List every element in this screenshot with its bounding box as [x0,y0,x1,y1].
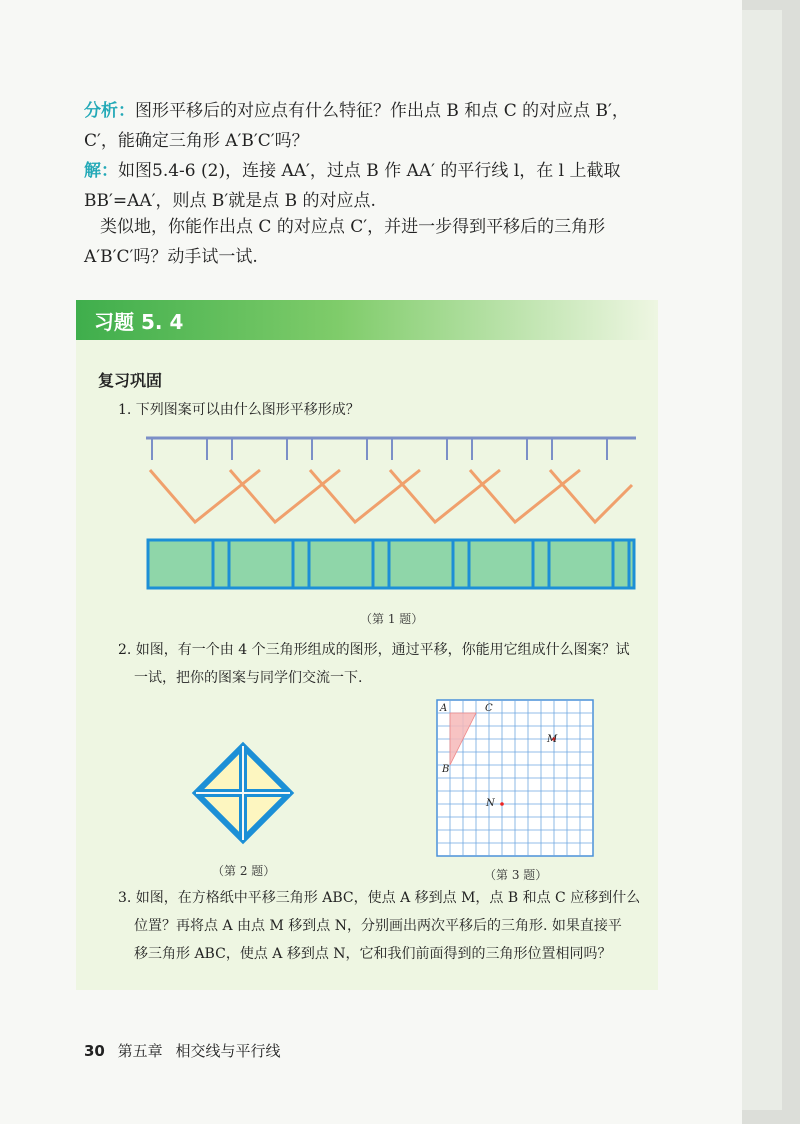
zigzag-lines [150,470,632,522]
point-n [500,802,504,806]
analysis-paragraph [84,96,629,156]
label-b: B [442,764,450,775]
q3-grid-figure [437,700,593,856]
followup-line-2: A′B′C′吗？动手试一试. [84,247,258,267]
comb-pattern [146,438,636,460]
question-2-line-1: 2. 如图，有一个由 4 个三角形组成的图形，通过平移，你能用它组成什么图案？试 [118,642,630,658]
chapter-label: 第五章 [117,1042,163,1060]
q1-pattern-figure [140,430,640,600]
page-edge-strip [742,10,782,1110]
question-2 [118,636,658,692]
page-footer [84,1040,280,1061]
q3-caption: （第 3 题） [484,868,548,882]
question-3 [118,884,678,968]
question-3-line-1: 3. 如图，在方格纸中平移三角形 ABC，使点 A 移到点 M，点 B 和点 C 应移到什么 [118,890,641,906]
box-pattern [148,540,634,588]
question-3-line-2: 位置？再将点 A 由点 M 移到点 N，分别画出两次平移后的三角形. 如果直接平 [134,918,622,934]
question-2-line-2: 一试，把你的图案与同学们交流一下. [134,670,363,686]
label-c: C [485,703,493,714]
solution-line-1: 如图5.4-6 (2)，连接 AA′，过点 B 作 AA′ 的平行线 l，在 l 上截取 [118,161,621,181]
solution-paragraph [84,156,621,216]
solution-label: 解： [84,161,118,181]
label-a: A [440,703,448,714]
solution-line-2: BB′=AA′，则点 B′就是点 B 的对应点. [84,191,376,211]
chapter-title: 相交线与平行线 [175,1042,281,1060]
followup-line-1: 类似地，你能作出点 C 的对应点 C′，并进一步得到平移后的三角形 [100,217,606,237]
q2-caption: （第 2 题） [212,864,276,878]
analysis-line-1: 图形平移后的对应点有什么特征？作出点 B 和点 C 的对应点 B′， [135,101,629,121]
q1-caption: （第 1 题） [360,612,424,626]
followup-paragraph [84,212,606,272]
analysis-label: 分析： [84,101,135,121]
label-n: N [486,798,495,809]
q2-diamond-figure [190,740,300,850]
analysis-line-2: C′，能确定三角形 A′B′C′吗？ [84,131,309,151]
page-number: 30 [84,1042,105,1060]
label-m: M [547,734,558,745]
section-title: 复习巩固 [98,371,163,390]
question-1: 1. 下列图案可以由什么图形平移形成？ [118,402,360,418]
question-3-line-3: 移三角形 ABC，使点 A 移到点 N，它和我们前面得到的三角形位置相同吗？ [134,946,612,962]
exercise-title: 习题 5. 4 [94,310,184,334]
